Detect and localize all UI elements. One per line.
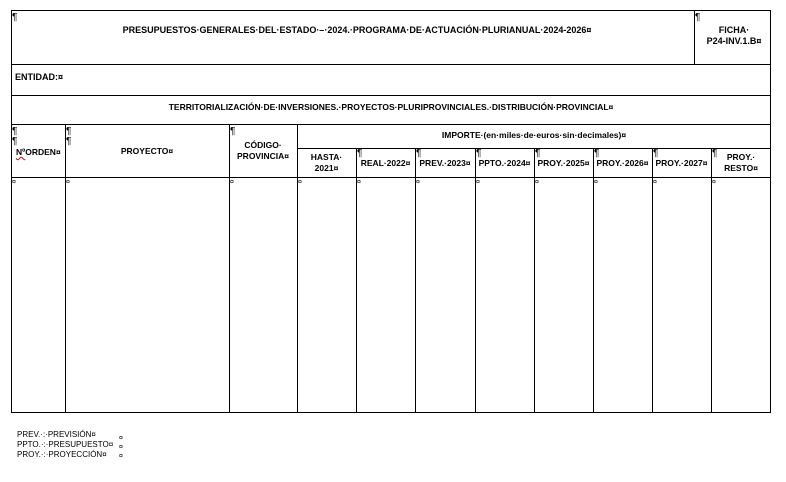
cell-mark: ¤ (119, 435, 123, 442)
pilcrow-mark: ¶ (476, 148, 482, 159)
cell-mark: ¤ (12, 179, 16, 186)
pilcrow-mark: ¶ (695, 12, 701, 23)
pilcrow-mark: ¶ (594, 148, 600, 159)
column-header-real-2022: REAL·2022¤ (360, 158, 411, 168)
n-orden-label: ORDEN¤ (25, 147, 61, 157)
col-line-5 (415, 148, 416, 413)
cell-mark: ¤ (416, 179, 420, 186)
cell-mark: ¤ (66, 179, 70, 186)
column-header-proy-resto (711, 152, 771, 174)
col-line-7 (534, 148, 535, 413)
cell-mark: ¤ (357, 179, 361, 186)
cell-mark: ¤ (119, 444, 123, 451)
column-header-prev-2023: PREV.·2023¤ (419, 158, 471, 168)
legend-cell-marks (119, 434, 123, 461)
legend (17, 430, 113, 460)
column-header-ppto-2024: PPTO.·2024¤ (478, 158, 531, 168)
pilcrow-mark: ¶ (12, 136, 18, 147)
pilcrow-mark: ¶ (357, 148, 363, 159)
column-header-bottom (11, 177, 771, 178)
row-divider-header (11, 64, 771, 65)
resto-line2: RESTO¤ (724, 163, 758, 173)
page-title: PRESUPUESTOS·GENERALES·DEL·ESTADO·–·2024.·PROGRAMA·DE·ACTUACIÓN·PLURIANUAL·2024-2026¤ (122, 25, 592, 35)
ficha-code: P24-INV.1.B¤ (706, 36, 762, 46)
col-line-8 (593, 148, 594, 413)
cell-mark: ¤ (535, 179, 539, 186)
entidad-label: ENTIDAD:¤ (15, 72, 64, 82)
codigo-line2: PROVINCIA¤ (237, 151, 289, 161)
cell-mark: ¤ (594, 179, 598, 186)
pilcrow-mark: ¶ (535, 148, 541, 159)
row-divider-entidad (11, 95, 771, 96)
column-header-proy-2027: PROY.·2027¤ (655, 158, 708, 168)
legend-item-ppto: PPTO.·:·PRESUPUESTO¤ (17, 440, 114, 449)
column-header-n-orden (16, 147, 61, 158)
cell-mark: ¤ (230, 179, 234, 186)
pilcrow-mark: ¶ (12, 12, 18, 23)
column-header-hasta-2021 (297, 152, 356, 174)
cell-mark: ¤ (653, 179, 657, 186)
col-line-10 (711, 148, 712, 413)
col-line-6 (475, 148, 476, 413)
column-header-proy-2025: PROY.·2025¤ (537, 158, 590, 168)
legend-item-proy: PROY.·:·PROYECCIÓN¤ (17, 450, 107, 459)
ficha-label (697, 25, 771, 47)
pilcrow-mark: ¶ (66, 136, 72, 147)
column-header-codigo-provincia (229, 140, 297, 162)
col-line-9 (652, 148, 653, 413)
hasta-line2: 2021¤ (314, 163, 339, 173)
column-header-proy-2026: PROY.·2026¤ (596, 158, 649, 168)
pilcrow-mark: ¶ (653, 148, 659, 159)
pilcrow-mark: ¶ (712, 148, 718, 159)
cell-mark: ¤ (298, 179, 302, 186)
ficha-line1: FICHA· (718, 25, 750, 35)
cell-mark: ¤ (119, 453, 123, 460)
col-line-1 (65, 124, 66, 413)
pilcrow-mark: ¶ (416, 148, 422, 159)
row-divider-subtitle (11, 124, 771, 125)
n-orden-prefix: Nº (16, 147, 26, 157)
column-header-importe: IMPORTE·(en·miles·de·euros·sin·decimales)¤ (441, 130, 627, 140)
hasta-line1: HASTA· (310, 152, 343, 162)
pilcrow-mark: ¶ (12, 126, 18, 137)
col-line-2 (229, 124, 230, 413)
pilcrow-mark: ¶ (230, 126, 236, 137)
section-subtitle: TERRITORIALIZACIÓN·DE·INVERSIONES.·PROYECTOS·PLURIPROVINCIALES.·DISTRIBUCIÓN·PROVINCIAL¤ (168, 102, 614, 112)
codigo-line1: CÓDIGO· (244, 140, 282, 150)
form-frame (11, 10, 771, 413)
resto-line1: PROY.· (726, 152, 756, 162)
cell-mark: ¤ (476, 179, 480, 186)
col-line-4 (356, 148, 357, 413)
column-header-proyecto: PROYECTO¤ (120, 146, 174, 156)
pilcrow-mark: ¶ (66, 126, 72, 137)
cell-mark: ¤ (712, 179, 716, 186)
legend-item-prev: PREV.·:·PREVISIÓN¤ (17, 430, 96, 439)
